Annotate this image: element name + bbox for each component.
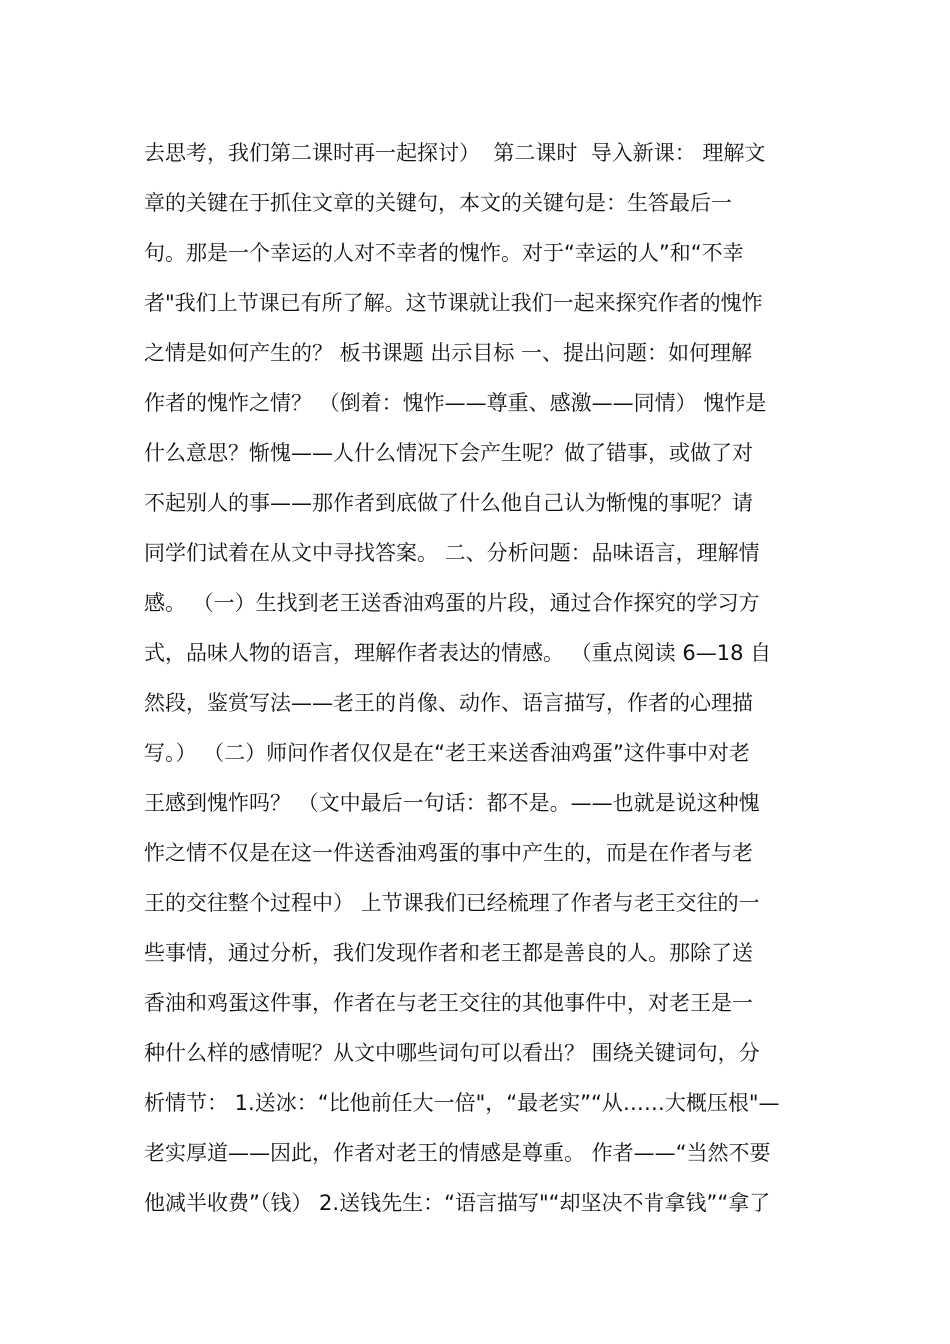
text-line: 同学们试着在从文中寻找答案。 二、分析问题：品味语言，理解情	[144, 541, 760, 565]
text-line: 种什么样的感情呢？从文中哪些词句可以看出？ 围绕关键词句，分	[144, 1041, 760, 1065]
text-line: 作者的愧怍之情？ （倒着：愧怍——尊重、感激——同情） 愧怍是	[144, 391, 767, 415]
text-line: 不起别人的事——那作者到底做了什么他自己认为惭愧的事呢？请	[144, 491, 753, 515]
text-line: 者"我们上节课已有所了解。这节课就让我们一起来探究作者的愧怍	[144, 291, 763, 315]
text-line: 之情是如何产生的？ 板书课题 出示目标 一、提出问题：如何理解	[144, 341, 753, 365]
text-line: 写。） （二）师问作者仅仅是在“老王来送香油鸡蛋”这件事中对老	[144, 741, 750, 765]
text-line: 什么意思？惭愧——人什么情况下会产生呢？做了错事，或做了对	[144, 441, 753, 465]
text-line: 王感到愧怍吗？ （文中最后一句话：都不是。——也就是说这种愧	[144, 791, 760, 815]
text-line: 然段，鉴赏写法——老王的肖像、动作、语言描写，作者的心理描	[144, 691, 753, 715]
text-line: 老实厚道——因此，作者对老王的情感是尊重。 作者——“当然不要	[144, 1141, 771, 1165]
text-line: 怍之情不仅是在这一件送香油鸡蛋的事中产生的，而是在作者与老	[144, 841, 753, 865]
text-line: 析情节： 1.送冰：“比他前任大一倍"，“最老实”“从……大概压根"—	[144, 1091, 780, 1115]
body-text	[144, 128, 812, 1228]
text-line: 香油和鸡蛋这件事，作者在与老王交往的其他事件中，对老王是一	[144, 991, 753, 1015]
text-line: 句。那是一个幸运的人对不幸者的愧怍。对于“幸运的人”和“不幸	[144, 241, 744, 265]
text-line: 些事情，通过分析，我们发现作者和老王都是善良的人。那除了送	[144, 941, 753, 965]
text-line: 去思考，我们第二课时再一起探讨） 第二课时 导入新课： 理解文	[144, 141, 766, 165]
text-line: 章的关键在于抓住文章的关键句，本文的关键句是：生答最后一	[144, 191, 732, 215]
text-line: 王的交往整个过程中） 上节课我们已经梳理了作者与老王交往的一	[144, 891, 760, 915]
text-line: 感。 （一）生找到老王送香油鸡蛋的片段，通过合作探究的学习方	[144, 591, 760, 615]
text-line: 式，品味人物的语言，理解作者表达的情感。 （重点阅读 6—18 自	[144, 641, 772, 665]
text-line: 他减半收费”（钱） 2.送钱先生：“语言描写"“却坚决不肯拿钱”“拿了	[144, 1191, 771, 1215]
